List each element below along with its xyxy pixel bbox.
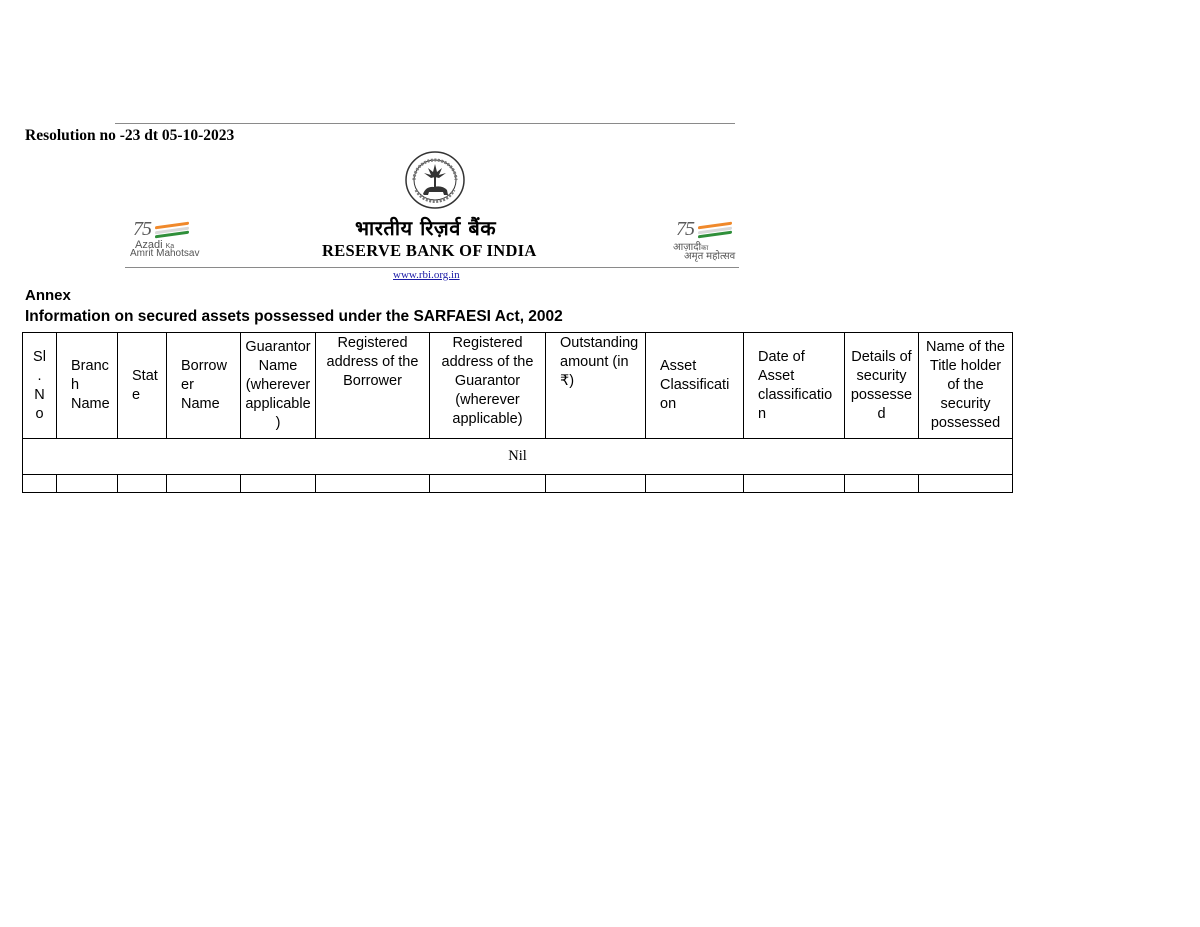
logo-left-line1-small: Ka (165, 243, 175, 250)
header-guarantor-address: Registered address of the Guarantor (wherever applicable) (430, 333, 546, 439)
header-sl-no: Sl . N o (23, 333, 57, 439)
empty-cell (919, 475, 1013, 493)
bank-name-english: RESERVE BANK OF INDIA (322, 241, 537, 260)
empty-cell (845, 475, 919, 493)
header-state: Stat e (118, 333, 167, 439)
empty-cell (23, 475, 57, 493)
letterhead-top-rule (115, 123, 735, 124)
header-borrower-address: Registered address of the Borrower (316, 333, 430, 439)
bank-name-hindi: भारतीय रिज़र्व बैंक (355, 216, 497, 240)
header-outstanding-amount: Outstanding amount (in ₹) (546, 333, 646, 439)
empty-cell (744, 475, 845, 493)
table-header-row (23, 333, 1013, 439)
empty-cell (430, 475, 546, 493)
header-branch-name: Branc h Name (57, 333, 118, 439)
empty-cell (316, 475, 430, 493)
annex-label: Annex (25, 287, 71, 304)
header-borrower-name: Borrow er Name (167, 333, 241, 439)
logo-left-line1: Azadi (135, 239, 163, 251)
header-asset-classification: Asset Classificati on (646, 333, 744, 439)
table-row (23, 439, 1013, 475)
logo-left-number: 75 (133, 218, 151, 240)
empty-cell (646, 475, 744, 493)
resolution-number: Resolution no -23 dt 05-10-2023 (25, 127, 235, 144)
empty-cell (546, 475, 646, 493)
logo-right-line2: अमृत महोत्सव (684, 251, 736, 262)
rbi-emblem-icon (404, 150, 466, 210)
empty-cell (167, 475, 241, 493)
empty-cell (118, 475, 167, 493)
flag-stripes-icon (698, 224, 732, 238)
logo-right-line1-small: का (701, 245, 709, 252)
logo-right-number: 75 (676, 218, 694, 240)
header-date-of-classification: Date of Asset classificatio n (744, 333, 845, 439)
logo-left-line2: Amrit Mahotsav (130, 248, 200, 259)
logo-right-line1: आज़ादी (673, 242, 702, 253)
rbi-website-link[interactable]: www.rbi.org.in (393, 269, 460, 281)
header-security-details: Details of security possesse d (845, 333, 919, 439)
header-guarantor-name: Guarantor Name (wherever applicable ) (241, 333, 316, 439)
empty-cell (57, 475, 118, 493)
table-row (23, 475, 1013, 493)
secured-assets-table (22, 332, 1013, 493)
nil-cell: Nil (23, 439, 1013, 475)
letterhead-bottom-rule (125, 267, 739, 268)
flag-stripes-icon (155, 224, 189, 238)
azadi-ka-amrit-mahotsav-hindi-logo (673, 218, 741, 262)
header-title-holder: Name of the Title holder of the security possessed (919, 333, 1013, 439)
azadi-ka-amrit-mahotsav-logo (130, 218, 208, 262)
empty-cell (241, 475, 316, 493)
document-title: Information on secured assets possessed under the SARFAESI Act, 2002 (25, 308, 563, 325)
